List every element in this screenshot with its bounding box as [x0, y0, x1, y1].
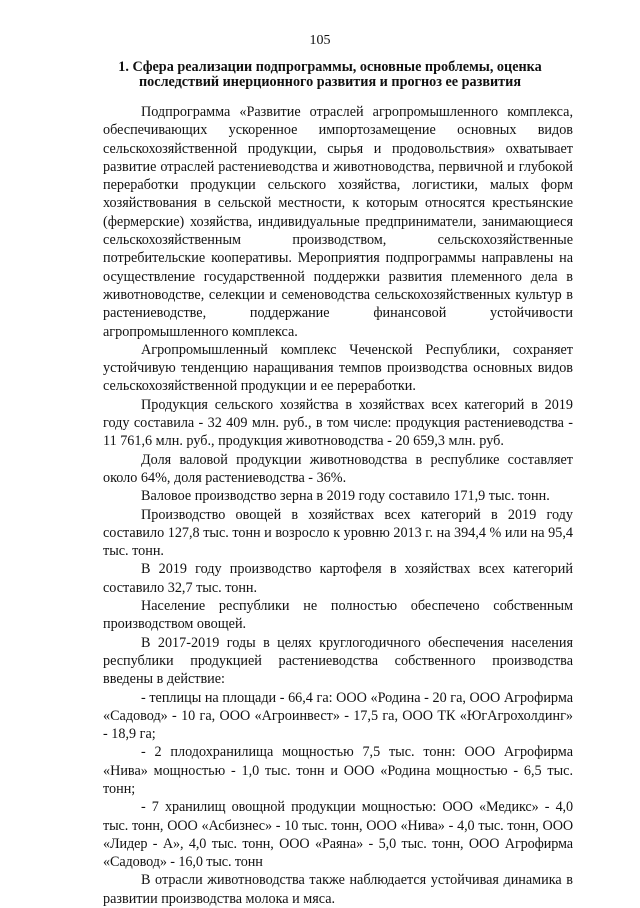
paragraph-vegetable-supply: Население республики не полностью обеспечено собственным производством овощей.	[103, 598, 573, 633]
paragraph-livestock-dynamics: В отрасли животноводства также наблюдается устойчивая динамика в развитии производства молока и мяса.	[103, 872, 573, 907]
list-item-vegetable-storage: - 7 хранилищ овощной продукции мощностью: ООО «Медикс» - 4,0 тыс. тонн, ООО «Асбизнес» - 10 тыс. тонн, ООО «Нива» - 4,0 тыс. тонн, ООО «Лидер - А», 4,0 тыс. тонн, ООО «Раяна» - 5,0 тыс. тонн, ООО Агрофирма «Садовод» - 16,0 тыс. тонн	[103, 799, 573, 871]
page-number: 105	[309, 33, 331, 48]
paragraph-agro-complex-trend: Агропромышленный комплекс Чеченской Республики, сохраняет устойчивую тенденцию наращивания темпов производства основных видов сельскохозяйственной продукции и ее переработки.	[103, 341, 573, 395]
list-item-fruit-storage: - 2 плодохранилища мощностью 7,5 тыс. тонн: ООО Агрофирма «Нива» мощностью - 1,0 тыс. тонн и ООО «Родина мощностью - 6,5 тыс. тонн;	[103, 744, 573, 797]
paragraph-grain-production: Валовое производство зерна в 2019 году составило 171,9 тыс. тонн.	[141, 488, 550, 505]
paragraph-livestock-share: Доля валовой продукции животноводства в республике составляет около 64%, доля растениеводства - 36%.	[103, 451, 573, 486]
paragraph-vegetable-production: Производство овощей в хозяйствах всех категорий в 2019 году составило 127,8 тыс. тонн и возросло к уровню 2013 г. на 394,4 % или на 95,4 тыс. тонн.	[103, 506, 573, 560]
paragraph-facilities-intro: В 2017-2019 годы в целях круглогодичного обеспечения населения республики продукцией растениеводства собственного производства введены в действие:	[103, 634, 573, 688]
paragraph-agricultural-output: Продукция сельского хозяйства в хозяйствах всех категорий в 2019 году составила - 32 409 млн. руб., в том числе: продукция растениеводства - 11 761,6 млн. руб., продукция животноводства - 20 659,3 млн. руб.	[103, 396, 573, 450]
paragraph-potato-production: В 2019 году производство картофеля в хозяйствах всех категорий составило 32,7 тыс. тонн.	[103, 561, 573, 596]
section-heading: 1. Сфера реализации подпрограммы, основные проблемы, оценка последствий инерционного развития и прогноз ее развития	[118, 59, 542, 90]
list-item-greenhouses: - теплицы на площади - 66,4 га: ООО «Родина - 20 га, ООО Агрофирма «Садовод» - 10 га, ООО «Агроинвест» - 17,5 га, ООО ТК «ЮгАгрохолдинг» - 18,9 га;	[103, 689, 573, 743]
paragraph-subprogram-description: Подпрограмма «Развитие отраслей агропромышленного комплекса, обеспечивающих ускоренное импортозамещение основных видов сельскохозяйственной продукции, сырья и продовольствия» охватывает развитие отраслей растениеводства и животноводства, первичной и глубокой переработки продукции сельского хозяйства, логистики, малых форм хозяйствования в сельской местности, к которым относятся крестьянские (фермерские) хозяйства, индивидуальные предприниматели, занимающиеся сельскохозяйственным производством, сельскохозяйственные потребительские кооперативы. Мероприятия подпрограммы направлены на осуществление государственной поддержки развития племенного дела в животноводстве, селекции и семеноводства сельскохозяйственных культур в растениеводстве, поддержание финансовой устойчивости агропромышленного комплекса.	[103, 104, 573, 340]
document-body	[103, 103, 573, 908]
